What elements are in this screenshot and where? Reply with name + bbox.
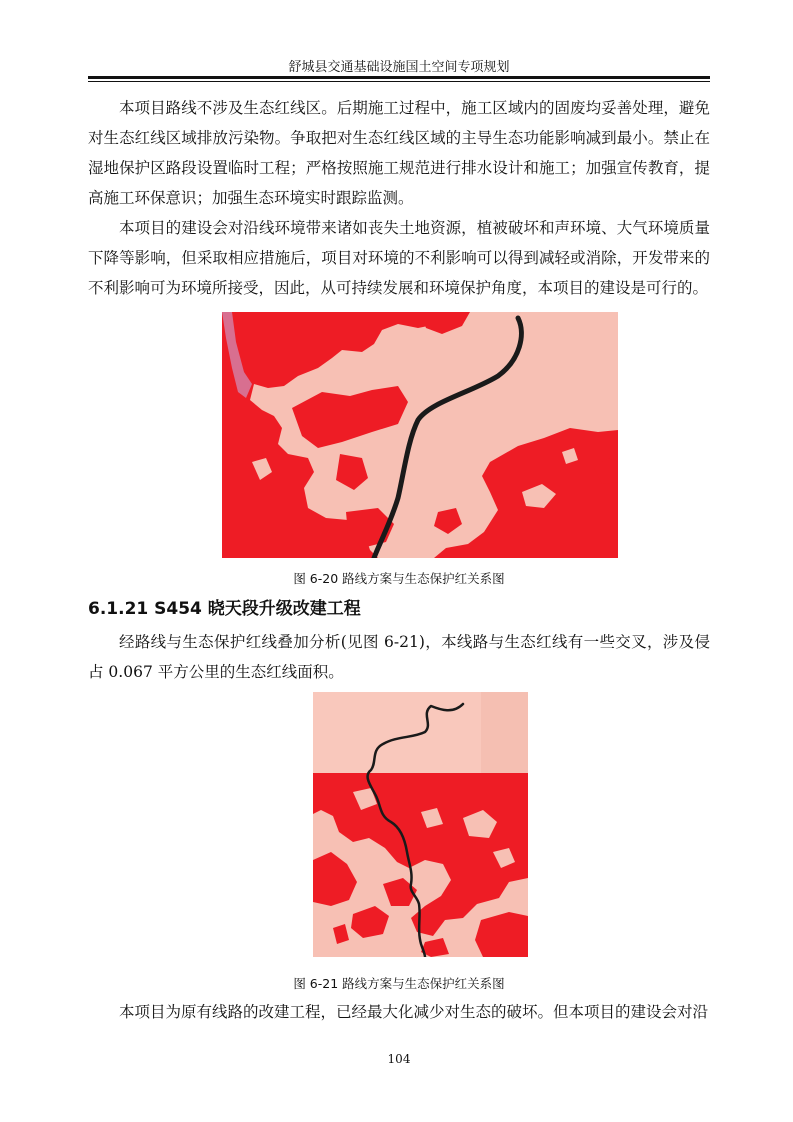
page-number: 104 — [387, 1052, 411, 1066]
paragraph-ecology-protection: 本项目路线不涉及生态红线区。后期施工过程中，施工区域内的固废均妥善处理，避免对生态红线区域排放污染物。争取把对生态红线区域的主导生态功能影响减到最小。禁止在湿地保护区路段设置临时工程；严格按照施工规范进行排水设计和施工；加强宣传教育，提高施工环保意识；加强生态环境实时跟踪监测。 — [88, 99, 710, 207]
figure-6-21-map — [313, 692, 528, 957]
figure-6-20-caption: 图 6-20 路线方案与生态保护红关系图 — [293, 571, 505, 586]
section-heading: 6.1.21 S454 晓天段升级改建工程 — [88, 599, 361, 619]
page-header-title: 舒城县交通基础设施国土空间专项规划 — [288, 60, 510, 75]
paragraph-reconstruction: 本项目为原有线路的改建工程，已经最大化减少对生态的破坏。但本项目的建设会对沿 — [119, 1003, 709, 1021]
header-rule-thick — [88, 76, 710, 79]
paragraph-feasibility: 本项目的建设会对沿线环境带来诸如丧失土地资源，植被破坏和声环境、大气环境质量下降等影响，但采取相应措施后，项目对环境的不利影响可以得到减轻或消除，开发带来的不利影响可为环境所接受，因此，从可持续发展和环境保护角度，本项目的建设是可行的。 — [88, 219, 710, 297]
figure-6-21-caption: 图 6-21 路线方案与生态保护红关系图 — [293, 976, 505, 991]
paragraph-overlay-analysis: 经路线与生态保护红线叠加分析(见图 6-21)，本线路与生态红线有一些交叉，涉及侵占 0.067 平方公里的生态红线面积。 — [88, 633, 710, 681]
header-rule-thin — [88, 81, 710, 82]
map-upper-right-tile — [481, 692, 528, 773]
figure-6-20-map — [222, 312, 618, 558]
